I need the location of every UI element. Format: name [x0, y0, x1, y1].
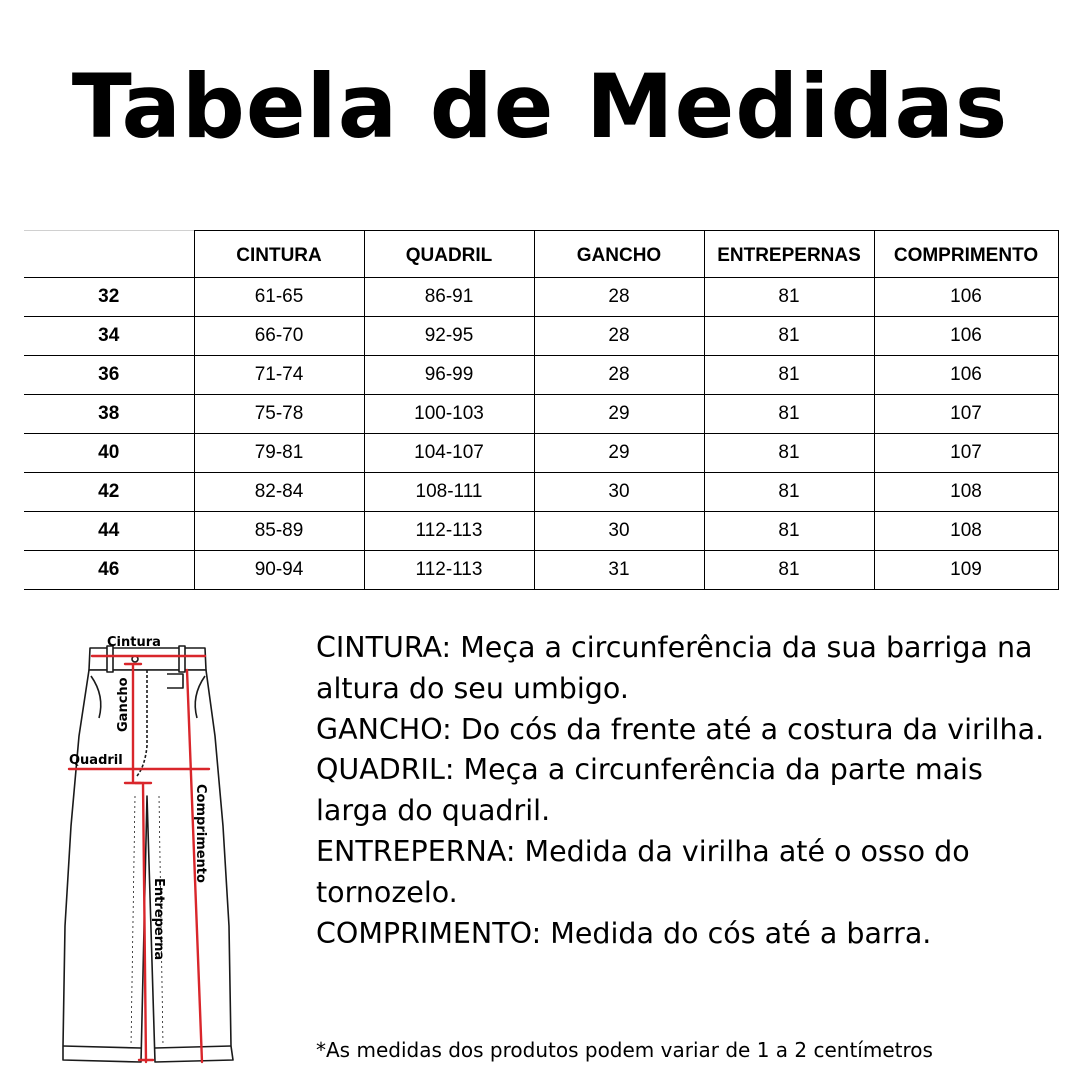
size-cell: 44	[24, 512, 194, 551]
sep: :	[442, 712, 452, 746]
quadril-cell: 100-103	[364, 395, 534, 434]
desc-entreperna	[316, 832, 1061, 914]
quadril-cell: 108-111	[364, 473, 534, 512]
size-cell: 34	[24, 317, 194, 356]
entrepernas-cell: 81	[704, 434, 874, 473]
comprimento-cell: 106	[874, 278, 1058, 317]
cintura-cell: 75-78	[194, 395, 364, 434]
term-comprimento: COMPRIMENTO:	[316, 916, 542, 950]
desc-comprimento	[316, 914, 1061, 955]
gancho-cell: 29	[534, 395, 704, 434]
gancho-cell: 28	[534, 317, 704, 356]
entrepernas-cell: 81	[704, 512, 874, 551]
quadril-cell: 112-113	[364, 551, 534, 590]
quadril-cell: 92-95	[364, 317, 534, 356]
entrepernas-cell: 81	[704, 473, 874, 512]
desc-text: Medida da virilha até o osso do tornozelo.	[316, 834, 970, 909]
comprimento-cell: 108	[874, 473, 1058, 512]
cintura-cell: 61-65	[194, 278, 364, 317]
term-quadril: QUADRIL	[316, 753, 445, 787]
cintura-cell: 66-70	[194, 317, 364, 356]
table-row	[24, 317, 1058, 356]
label-entreperna: Entreperna	[151, 878, 166, 961]
pants-diagram	[55, 626, 255, 1076]
quadril-cell: 86-91	[364, 278, 534, 317]
measurement-descriptions	[316, 628, 1061, 954]
size-cell: 46	[24, 551, 194, 590]
entrepernas-cell: 81	[704, 317, 874, 356]
belt-loop	[179, 646, 185, 672]
quadril-cell: 96-99	[364, 356, 534, 395]
comprimento-cell: 107	[874, 395, 1058, 434]
table-row	[24, 395, 1058, 434]
desc-quadril	[316, 750, 1061, 832]
cintura-cell: 71-74	[194, 356, 364, 395]
table-row	[24, 434, 1058, 473]
page-title: Tabela de Medidas	[71, 55, 1009, 158]
size-table-container	[24, 230, 1058, 588]
desc-text: Medida do cós até a barra.	[541, 916, 932, 950]
cintura-cell: 79-81	[194, 434, 364, 473]
term-entreperna: ENTREPERNA	[316, 834, 506, 868]
table-row	[24, 278, 1058, 317]
entrepernas-cell: 81	[704, 278, 874, 317]
table-row	[24, 512, 1058, 551]
gancho-cell: 31	[534, 551, 704, 590]
comprimento-cell: 109	[874, 551, 1058, 590]
desc-text: Do cós da frente até a costura da virilha.	[451, 712, 1045, 746]
label-gancho: Gancho	[116, 677, 131, 732]
gancho-cell: 30	[534, 473, 704, 512]
label-comprimento: Comprimento	[193, 784, 208, 883]
sep: :	[444, 753, 455, 787]
header-cintura: CINTURA	[194, 231, 364, 278]
sep: :	[505, 834, 516, 868]
cintura-cell: 90-94	[194, 551, 364, 590]
size-table	[24, 230, 1059, 590]
desc-cintura	[316, 628, 1061, 710]
comprimento-cell: 106	[874, 356, 1058, 395]
table-row	[24, 551, 1058, 590]
entrepernas-cell: 81	[704, 356, 874, 395]
gancho-cell: 28	[534, 356, 704, 395]
entrepernas-cell: 81	[704, 395, 874, 434]
table-row	[24, 473, 1058, 512]
quadril-cell: 112-113	[364, 512, 534, 551]
comprimento-cell: 106	[874, 317, 1058, 356]
term-gancho: GANCHO	[316, 712, 443, 746]
sep: :	[441, 631, 452, 664]
entrepernas-cell: 81	[704, 551, 874, 590]
sheet-gridline	[24, 230, 194, 234]
table-row	[24, 356, 1058, 395]
size-cell: 42	[24, 473, 194, 512]
footnote: *As medidas dos produtos podem variar de 1 a 2 centímetros	[316, 1038, 933, 1062]
gancho-cell: 29	[534, 434, 704, 473]
header-comprimento: COMPRIMENTO	[874, 231, 1058, 278]
size-cell: 36	[24, 356, 194, 395]
label-quadril: Quadril	[69, 753, 123, 768]
comprimento-cell: 108	[874, 512, 1058, 551]
desc-text: Meça a circunferência da parte mais larga do quadril.	[316, 753, 983, 828]
header-gancho: GANCHO	[534, 231, 704, 278]
term-cintura: CINTURA	[316, 631, 442, 664]
table-header-row	[24, 231, 1058, 278]
comprimento-cell: 107	[874, 434, 1058, 473]
size-cell: 38	[24, 395, 194, 434]
table-corner-cell	[24, 231, 194, 278]
cintura-cell: 82-84	[194, 473, 364, 512]
desc-gancho	[316, 710, 1061, 751]
label-cintura: Cintura	[107, 635, 161, 650]
quadril-cell: 104-107	[364, 434, 534, 473]
size-cell: 40	[24, 434, 194, 473]
desc-text: Meça a circunferência da sua barriga na altura do seu umbigo.	[316, 631, 1033, 705]
size-cell: 32	[24, 278, 194, 317]
gancho-cell: 28	[534, 278, 704, 317]
header-quadril: QUADRIL	[364, 231, 534, 278]
cintura-cell: 85-89	[194, 512, 364, 551]
gancho-cell: 30	[534, 512, 704, 551]
header-entrepernas: ENTREPERNAS	[704, 231, 874, 278]
